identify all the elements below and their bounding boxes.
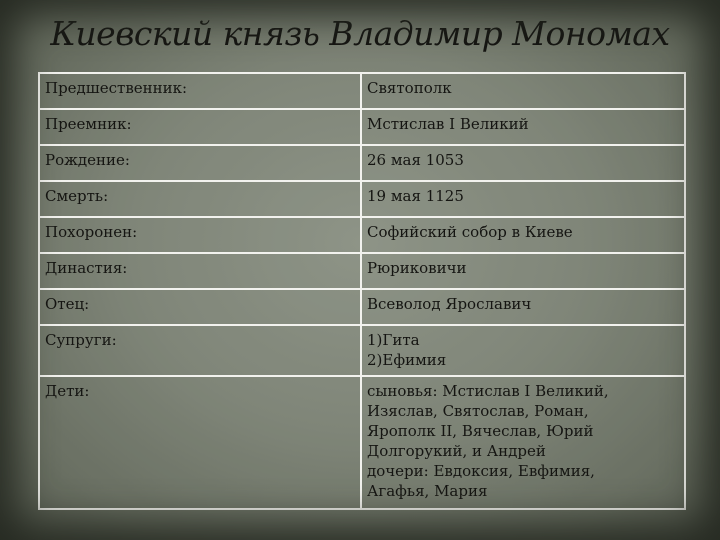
row-label: Преемник:	[39, 109, 361, 145]
row-value: Рюриковичи	[361, 253, 685, 289]
row-value: Софийский собор в Киеве	[361, 217, 685, 253]
row-value: Мстислав I Великий	[361, 109, 685, 145]
row-label: Предшественник:	[39, 73, 361, 109]
row-label: Дети:	[39, 376, 361, 509]
table-row	[39, 73, 685, 109]
row-label: Смерть:	[39, 181, 361, 217]
table-row	[39, 145, 685, 181]
table-row	[39, 289, 685, 325]
row-label: Династия:	[39, 253, 361, 289]
row-value: сыновья: Мстислав I Великий, Изяслав, Святослав, Роман, Ярополк II, Вячеслав, Юрий Долгорукий, и Андрей дочери: Евдоксия, Евфимия, Агафья, Мария	[361, 376, 685, 509]
page-title: Киевский князь Владимир Мономах	[50, 14, 670, 53]
table-row	[39, 217, 685, 253]
row-value: 1)Гита 2)Ефимия	[361, 325, 685, 376]
row-value: 19 мая 1125	[361, 181, 685, 217]
row-label: Отец:	[39, 289, 361, 325]
row-label: Рождение:	[39, 145, 361, 181]
table-row	[39, 376, 685, 509]
table-row	[39, 109, 685, 145]
row-label: Похоронен:	[39, 217, 361, 253]
row-label: Супруги:	[39, 325, 361, 376]
row-value: 26 мая 1053	[361, 145, 685, 181]
row-value: Всеволод Ярославич	[361, 289, 685, 325]
info-table	[38, 72, 686, 510]
table-row	[39, 325, 685, 376]
table-row	[39, 253, 685, 289]
table-row	[39, 181, 685, 217]
row-value: Святополк	[361, 73, 685, 109]
